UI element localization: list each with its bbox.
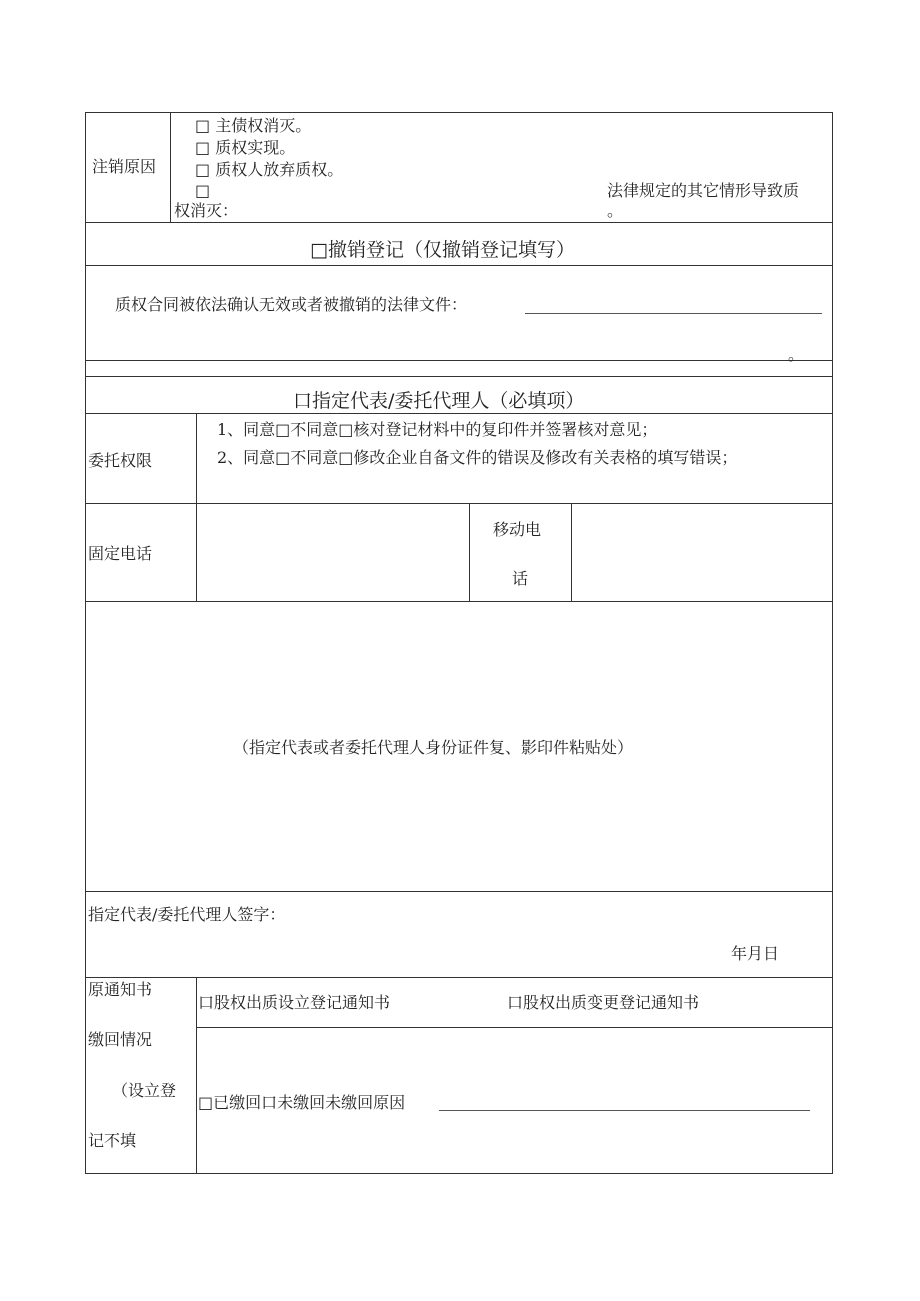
divider: [85, 601, 833, 602]
table-outer-left: [85, 112, 86, 1174]
revoke-document-input[interactable]: [525, 313, 822, 314]
cancel-option-realized[interactable]: □ 质权实现。: [195, 138, 296, 157]
divider: [85, 977, 833, 978]
cancel-option-other-end: 。: [607, 201, 624, 220]
col-divider: [196, 977, 197, 1173]
divider: [85, 891, 833, 892]
cancel-option-main-debt[interactable]: □ 主债权消灭。: [195, 116, 312, 135]
cancel-option-other-text-cont: 权消灭：: [174, 201, 239, 220]
fixed-phone-label: 固定电话: [88, 544, 153, 563]
cancel-option-waived[interactable]: □ 质权人放弃质权。: [195, 160, 344, 179]
cancel-option-other-text: 法律规定的其它情形导致质: [607, 181, 800, 200]
divider: [85, 376, 833, 377]
col-divider: [469, 503, 470, 601]
cancel-reason-label: 注销原因: [92, 157, 157, 176]
notice-returned-status[interactable]: □已缴回口未缴回未缴回原因: [198, 1093, 406, 1112]
revoke-end-mark: 。: [788, 345, 805, 364]
revoke-document-label: 质权合同被依法确认无效或者被撤销的法律文件：: [115, 295, 468, 314]
divider: [85, 265, 833, 266]
col-divider: [170, 112, 171, 222]
divider: [85, 503, 833, 504]
divider: [196, 1027, 833, 1028]
table-top-line: [85, 112, 833, 113]
authority-label: 委托权限: [88, 451, 153, 470]
notice-label-line4: 记不填: [88, 1131, 137, 1150]
col-divider: [196, 413, 197, 601]
notice-label-line1: 原通知书: [88, 980, 153, 999]
not-returned-reason-input[interactable]: [439, 1110, 810, 1111]
divider: [85, 222, 833, 223]
table-bottom-line: [85, 1173, 833, 1174]
col-divider: [571, 503, 572, 601]
authority-item-modify-documents[interactable]: 2、同意□不同意□修改企业自备文件的错误及修改有关表格的填写错误；: [217, 448, 738, 467]
cancel-option-other-checkbox[interactable]: □: [195, 181, 211, 200]
id-copy-paste-note: （指定代表或者委托代理人身份证件复、影印件粘贴处）: [233, 738, 634, 757]
agent-signature-label: 指定代表/委托代理人签字：: [88, 905, 286, 924]
agent-heading[interactable]: 口指定代表/委托代理人（必填项）: [293, 390, 585, 412]
authority-item-verify-copies[interactable]: 1、同意□不同意□核对登记材料中的复印件并签署核对意见；: [217, 420, 658, 439]
fixed-phone-input[interactable]: [198, 505, 468, 600]
notice-option-setup[interactable]: 口股权出质设立登记通知书: [198, 993, 391, 1012]
mobile-phone-label: 移动电: [493, 520, 542, 539]
revoke-heading[interactable]: □撤销登记（仅撤销登记填写）: [310, 239, 575, 261]
mobile-phone-label-cont: 话: [512, 569, 529, 588]
signature-date: 年月日: [731, 944, 780, 963]
divider: [85, 413, 833, 414]
notice-label-line2: 缴回情况: [88, 1030, 153, 1049]
mobile-phone-input[interactable]: [573, 505, 831, 600]
divider: [85, 360, 833, 361]
table-outer-right: [832, 112, 833, 1174]
notice-option-change[interactable]: 口股权出质变更登记通知书: [507, 993, 700, 1012]
notice-label-line3: （设立登: [112, 1081, 177, 1100]
